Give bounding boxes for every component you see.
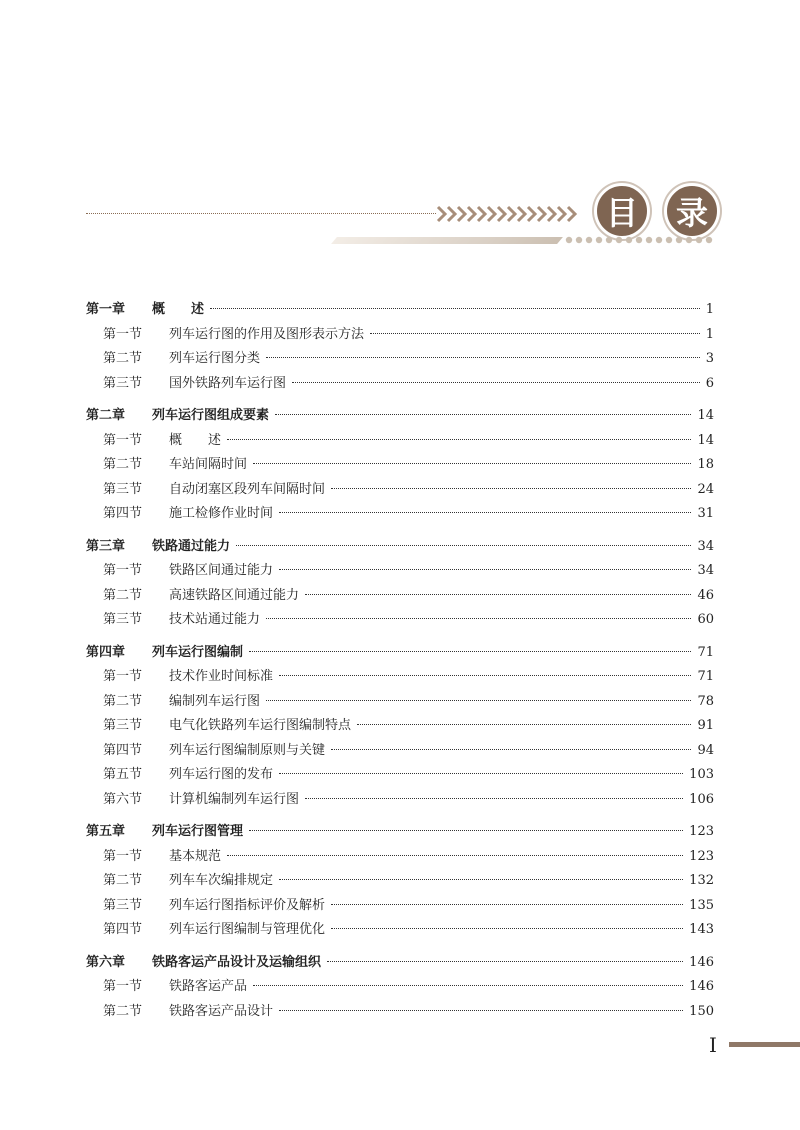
toc-leader-dots bbox=[305, 594, 691, 595]
toc-entry-page: 150 bbox=[689, 1003, 714, 1019]
toc-entry-label: 第一节 bbox=[103, 563, 143, 578]
toc-entry-title: 高速铁路区间通过能力 bbox=[169, 587, 300, 603]
toc-entry-page: 123 bbox=[689, 824, 714, 839]
toc-entry-title: 技术作业时间标准 bbox=[169, 669, 274, 684]
toc-leader-dots bbox=[266, 357, 700, 358]
toc-entry-title: 概 述 bbox=[152, 302, 205, 317]
toc-entry-label: 第三章 bbox=[86, 538, 126, 554]
toc-entry-label: 第四章 bbox=[86, 644, 126, 660]
toc-leader-dots bbox=[253, 463, 691, 464]
toc-entry-title: 国外铁路列车运行图 bbox=[169, 375, 287, 391]
toc-leader-dots bbox=[292, 382, 700, 383]
toc-entry-title: 列车车次编排规定 bbox=[169, 873, 274, 888]
toc-leader-dots bbox=[279, 1010, 683, 1011]
toc-entry-page: 1 bbox=[705, 302, 714, 317]
chevron-arrows-decoration bbox=[436, 205, 586, 223]
toc-chapter-entry[interactable] bbox=[86, 951, 714, 976]
toc-section-entry[interactable] bbox=[86, 763, 714, 788]
toc-section-entry[interactable] bbox=[86, 429, 714, 454]
toc-entry-title: 车站间隔时间 bbox=[169, 457, 248, 472]
toc-section-entry[interactable] bbox=[86, 584, 714, 609]
toc-entry-page: 1 bbox=[705, 326, 714, 342]
toc-entry-title: 概 述 bbox=[169, 432, 222, 448]
toc-entry-page: 3 bbox=[705, 351, 714, 366]
header-dotted-line bbox=[86, 213, 436, 214]
toc-entry-label: 第一节 bbox=[103, 848, 143, 864]
toc-entry-label: 第五章 bbox=[86, 824, 126, 839]
toc-entry-title: 列车运行图组成要素 bbox=[152, 408, 270, 423]
toc-entry-page: 14 bbox=[697, 408, 714, 423]
toc-leader-dots bbox=[227, 439, 691, 440]
toc-section-entry[interactable] bbox=[86, 665, 714, 690]
toc-entry-label: 第一节 bbox=[103, 326, 143, 342]
toc-entry-page: 106 bbox=[689, 791, 714, 807]
toc-leader-dots bbox=[210, 308, 700, 309]
toc-chapter-entry[interactable] bbox=[86, 820, 714, 845]
toc-entry-label: 第二节 bbox=[103, 587, 143, 603]
toc-section-entry[interactable] bbox=[86, 608, 714, 633]
toc-entry-page: 14 bbox=[697, 432, 714, 448]
toc-entry-label: 第一节 bbox=[103, 979, 143, 994]
toc-entry-title: 技术站通过能力 bbox=[169, 612, 261, 627]
toc-entry-title: 铁路通过能力 bbox=[152, 538, 231, 554]
toc-section-entry[interactable] bbox=[86, 453, 714, 478]
toc-leader-dots bbox=[279, 879, 683, 880]
footer-bar bbox=[729, 1042, 800, 1047]
toc-entry-title: 铁路客运产品 bbox=[169, 979, 248, 994]
toc-entry-page: 135 bbox=[689, 897, 714, 913]
toc-entry-page: 123 bbox=[689, 848, 714, 864]
page-number: I bbox=[709, 1033, 717, 1057]
toc-section-entry[interactable] bbox=[86, 894, 714, 919]
toc-section-entry[interactable] bbox=[86, 739, 714, 764]
toc-entry-page: 60 bbox=[697, 612, 714, 627]
toc-chapter-entry[interactable] bbox=[86, 404, 714, 429]
toc-entry-title: 列车运行图编制 bbox=[152, 644, 244, 660]
toc-leader-dots bbox=[279, 773, 683, 774]
toc-entry-label: 第一节 bbox=[103, 669, 143, 684]
toc-entry-title: 列车运行图分类 bbox=[169, 351, 261, 366]
toc-leader-dots bbox=[236, 545, 691, 546]
toc-entry-page: 132 bbox=[689, 873, 714, 888]
toc-entry-label: 第二节 bbox=[103, 873, 143, 888]
toc-section-entry[interactable] bbox=[86, 845, 714, 870]
toc-section-entry[interactable] bbox=[86, 559, 714, 584]
toc-entry-label: 第六章 bbox=[86, 954, 126, 970]
toc-leader-dots bbox=[266, 618, 691, 619]
toc-leader-dots bbox=[227, 855, 683, 856]
toc-leader-dots bbox=[331, 904, 683, 905]
toc-entry-title: 编制列车运行图 bbox=[169, 693, 261, 709]
toc-entry-label: 第一章 bbox=[86, 302, 126, 317]
toc-entry-title: 铁路客运产品设计及运输组织 bbox=[152, 954, 322, 970]
toc-entry-title: 铁路客运产品设计 bbox=[169, 1003, 274, 1019]
toc-section-entry[interactable] bbox=[86, 869, 714, 894]
toc-section-entry[interactable] bbox=[86, 918, 714, 943]
toc-section-entry[interactable] bbox=[86, 347, 714, 372]
toc-entry-label: 第四节 bbox=[103, 922, 143, 937]
toc-chapter-entry[interactable] bbox=[86, 641, 714, 666]
header-gradient-bar bbox=[331, 237, 563, 244]
toc-entry-title: 列车运行图的发布 bbox=[169, 767, 274, 782]
toc-leader-dots bbox=[266, 700, 691, 701]
toc-chapter-entry[interactable] bbox=[86, 298, 714, 323]
toc-section-entry[interactable] bbox=[86, 323, 714, 348]
toc-entry-title: 列车运行图的作用及图形表示方法 bbox=[169, 326, 365, 342]
toc-entry-title: 列车运行图管理 bbox=[152, 824, 244, 839]
toc-leader-dots bbox=[253, 985, 683, 986]
toc-leader-dots bbox=[249, 830, 683, 831]
toc-entry-page: 34 bbox=[697, 563, 714, 578]
toc-entry-page: 46 bbox=[697, 587, 714, 603]
toc-section-entry[interactable] bbox=[86, 714, 714, 739]
toc-section-entry[interactable] bbox=[86, 478, 714, 503]
toc-leader-dots bbox=[279, 512, 691, 513]
toc-entry-title: 铁路区间通过能力 bbox=[169, 563, 274, 578]
toc-entry-label: 第六节 bbox=[103, 791, 143, 807]
toc-leader-dots bbox=[331, 488, 691, 489]
toc-entry-page: 18 bbox=[697, 457, 714, 472]
toc-entry-page: 71 bbox=[697, 644, 714, 660]
toc-entry-page: 146 bbox=[689, 979, 714, 994]
toc-leader-dots bbox=[327, 961, 683, 962]
toc-section-entry[interactable] bbox=[86, 975, 714, 1000]
toc-section-entry[interactable] bbox=[86, 690, 714, 715]
toc-entry-label: 第二节 bbox=[103, 693, 143, 709]
toc-entry-label: 第二节 bbox=[103, 351, 143, 366]
toc-entry-title: 列车运行图编制与管理优化 bbox=[169, 922, 326, 937]
toc-leader-dots bbox=[305, 798, 683, 799]
toc-entry-page: 31 bbox=[697, 506, 714, 521]
toc-leader-dots bbox=[331, 928, 683, 929]
toc-entry-label: 第三节 bbox=[103, 612, 143, 627]
toc-chapter-entry[interactable] bbox=[86, 535, 714, 560]
toc-entry-label: 第三节 bbox=[103, 897, 143, 913]
toc-leader-dots bbox=[357, 724, 691, 725]
toc-entry-page: 103 bbox=[689, 767, 714, 782]
toc-entry-label: 第一节 bbox=[103, 432, 143, 448]
toc-entry-label: 第三节 bbox=[103, 718, 143, 733]
toc-entry-title: 列车运行图编制原则与关键 bbox=[169, 742, 326, 758]
toc-entry-title: 计算机编制列车运行图 bbox=[169, 791, 300, 807]
title-char-lu: 录 bbox=[664, 183, 720, 239]
toc-entry-title: 基本规范 bbox=[169, 848, 222, 864]
toc-leader-dots bbox=[370, 333, 700, 334]
toc-entry-label: 第三节 bbox=[103, 481, 143, 497]
toc-leader-dots bbox=[249, 651, 691, 652]
toc-entry-label: 第二节 bbox=[103, 1003, 143, 1019]
toc-entry-page: 146 bbox=[689, 954, 714, 970]
toc-entry-page: 34 bbox=[697, 538, 714, 554]
toc-entry-label: 第二节 bbox=[103, 457, 143, 472]
toc-entry-label: 第四节 bbox=[103, 742, 143, 758]
toc-entry-page: 71 bbox=[697, 669, 714, 684]
toc-entry-page: 78 bbox=[697, 693, 714, 709]
toc-section-entry[interactable] bbox=[86, 788, 714, 813]
toc-entry-page: 6 bbox=[705, 375, 714, 391]
toc-entry-title: 自动闭塞区段列车间隔时间 bbox=[169, 481, 326, 497]
toc-entry-label: 第三节 bbox=[103, 375, 143, 391]
toc-entry-title: 施工检修作业时间 bbox=[169, 506, 274, 521]
toc-entry-title: 电气化铁路列车运行图编制特点 bbox=[169, 718, 352, 733]
toc-section-entry[interactable] bbox=[86, 502, 714, 527]
toc-leader-dots bbox=[275, 414, 691, 415]
header-dot-row bbox=[564, 234, 714, 246]
toc-entry-label: 第五节 bbox=[103, 767, 143, 782]
toc-entry-page: 24 bbox=[697, 481, 714, 497]
toc-section-entry[interactable] bbox=[86, 1000, 714, 1025]
toc-section-entry[interactable] bbox=[86, 372, 714, 397]
toc-entry-page: 91 bbox=[697, 718, 714, 733]
toc-entry-page: 143 bbox=[689, 922, 714, 937]
toc-entry-label: 第二章 bbox=[86, 408, 126, 423]
toc-entry-title: 列车运行图指标评价及解析 bbox=[169, 897, 326, 913]
title-char-mu: 目 bbox=[594, 183, 650, 239]
toc-entry-page: 94 bbox=[697, 742, 714, 758]
toc-leader-dots bbox=[331, 749, 691, 750]
toc-leader-dots bbox=[279, 569, 691, 570]
toc-leader-dots bbox=[279, 675, 691, 676]
table-of-contents bbox=[86, 298, 714, 1024]
toc-entry-label: 第四节 bbox=[103, 506, 143, 521]
